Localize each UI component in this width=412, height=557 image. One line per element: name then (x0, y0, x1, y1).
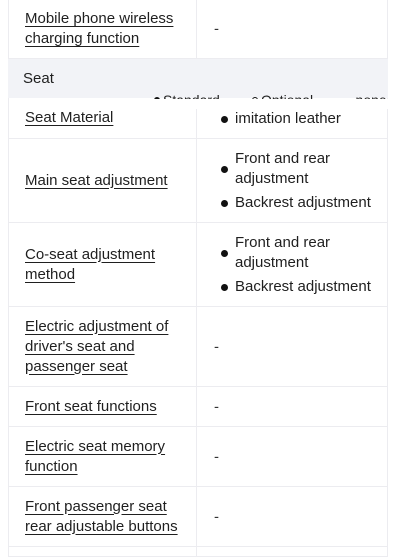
standard-bullet-icon (221, 166, 228, 173)
table-row (8, 547, 388, 557)
value-item (221, 149, 379, 189)
value-none: - (214, 448, 219, 465)
spec-label-link[interactable]: Seat Material (25, 109, 114, 126)
table-row (8, 427, 388, 487)
label-cell (9, 223, 197, 306)
table-row (8, 223, 388, 307)
table-row (8, 139, 388, 223)
value-cell (197, 307, 387, 386)
value-item (221, 109, 379, 129)
table-row (8, 307, 388, 387)
spec-label-link[interactable]: Electric adjustment of driver's seat and passenger seat (25, 317, 169, 375)
table-row (8, 0, 388, 59)
label-cell (9, 307, 197, 386)
value-none: - (214, 338, 219, 355)
value-none: - (214, 20, 219, 38)
label-cell (9, 0, 197, 58)
standard-bullet-icon (221, 250, 228, 257)
value-cell (197, 387, 387, 426)
spec-label-link[interactable]: Front seat functions (25, 397, 157, 415)
value-cell (197, 427, 387, 486)
value-cell (197, 139, 387, 222)
standard-bullet-icon (221, 284, 228, 291)
spec-label-link[interactable]: Mobile phone wireless charging function (25, 10, 174, 47)
value-cell (197, 0, 387, 58)
value-text: imitation leather (235, 110, 341, 127)
value-item (221, 193, 379, 213)
value-none: - (214, 398, 219, 415)
label-cell (9, 139, 197, 222)
spec-label-link[interactable]: Main seat adjustment (25, 171, 168, 189)
legend-clip-mask (154, 99, 404, 109)
spec-label-link[interactable]: Co-seat adjustment method (25, 245, 156, 283)
table-row (8, 387, 388, 427)
standard-bullet-icon (221, 200, 228, 207)
standard-bullet-icon (221, 116, 228, 123)
value-cell (197, 487, 387, 546)
label-cell (9, 487, 197, 546)
spec-label-link[interactable]: Electric seat memory function (25, 437, 166, 475)
value-none: - (214, 508, 219, 525)
value-item (221, 233, 379, 273)
value-text: Front and rear adjustment (235, 150, 331, 187)
table-row (8, 487, 388, 547)
section-title: Seat (23, 70, 54, 87)
value-text: Backrest adjustment (235, 194, 371, 211)
value-cell (197, 223, 387, 306)
label-cell (9, 387, 197, 426)
label-cell (9, 427, 197, 486)
value-text: Backrest adjustment (235, 278, 371, 295)
spec-label-link[interactable]: Front passenger seat rear adjustable buttons (25, 497, 178, 535)
value-text: Front and rear adjustment (235, 234, 331, 271)
value-item (221, 277, 379, 297)
